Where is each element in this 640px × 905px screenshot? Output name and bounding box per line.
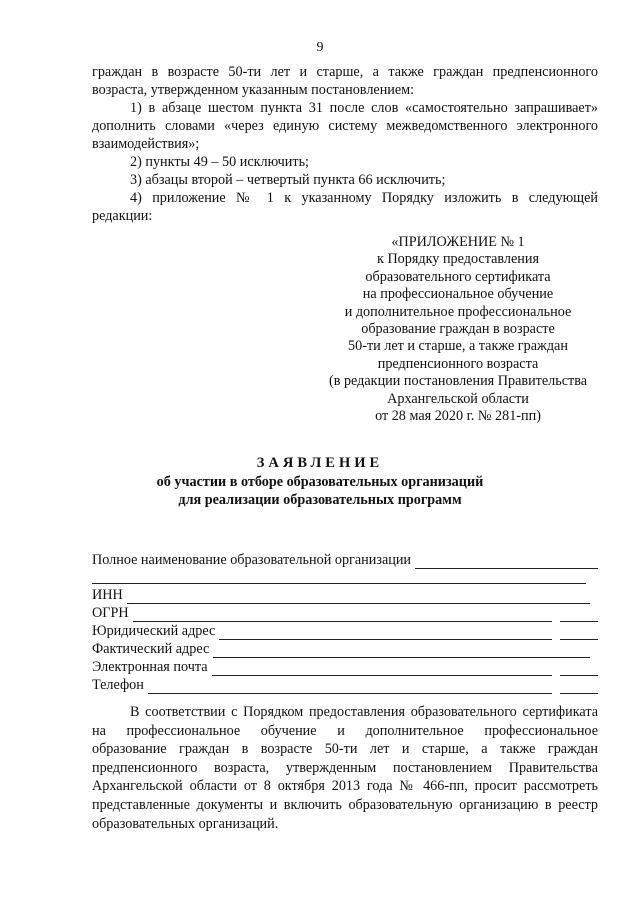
closing-line: В соответствии с Порядком предоставления образовательного сертификата — [130, 704, 598, 720]
intro-line-2: возраста, утвержденном указанным постановлением: — [92, 82, 415, 98]
statement-subtitle-2: для реализации образовательных программ — [178, 492, 462, 508]
appendix-header — [318, 234, 598, 425]
closing-line: предпенсионного возраста, утвержденным постановлением Правительства — [92, 759, 598, 776]
closing-line: представленные документы и включить образовательную организацию в реестр — [92, 796, 598, 813]
ogrn-field[interactable] — [92, 604, 598, 622]
legal-address-blank-tail[interactable] — [560, 626, 598, 640]
closing-line: образование граждан в возрасте 50-ти лет и старше, а также граждан — [92, 741, 598, 758]
email-blank-tail[interactable] — [560, 662, 598, 676]
actual-address-label: Фактический адрес — [92, 641, 210, 657]
phone-blank[interactable] — [148, 680, 552, 694]
email-blank[interactable] — [212, 662, 552, 676]
appendix-line: Архангельской области — [387, 390, 529, 407]
email-label: Электронная почта — [92, 659, 208, 675]
closing-line: образовательных организаций. — [92, 815, 279, 832]
ogrn-label: ОГРН — [92, 605, 129, 621]
statement-title: ЗАЯВЛЕНИЕ — [256, 455, 384, 471]
appendix-line: «ПРИЛОЖЕНИЕ № 1 — [391, 234, 525, 250]
amendment-3: 3) абзацы второй – четвертый пункта 66 исключить; — [130, 172, 446, 188]
phone-blank-tail[interactable] — [560, 680, 598, 694]
appendix-line: от 28 мая 2020 г. № 281-пп) — [375, 408, 541, 425]
amendment-4-line-2: редакции: — [92, 208, 153, 224]
legal-address-label: Юридический адрес — [92, 623, 216, 639]
appendix-line: к Порядку предоставления — [377, 251, 539, 268]
full-name-blank[interactable] — [415, 555, 598, 569]
page-number: 9 — [316, 40, 324, 55]
amendment-1-line-1: 1) в абзаце шестом пункта 31 после слов «самостоятельно запрашивает» — [130, 100, 598, 116]
inn-blank[interactable] — [127, 590, 590, 604]
appendix-line: 50-ти лет и старше, а также граждан — [348, 338, 568, 355]
amendment-2: 2) пункты 49 – 50 исключить; — [130, 154, 309, 170]
amendment-1-line-2: дополнить словами «через единую систему межведомственного электронного — [92, 118, 598, 134]
legal-address-blank[interactable] — [219, 626, 552, 640]
intro-line-1: граждан в возрасте 50-ти лет и старше, а также граждан предпенсионного — [92, 64, 598, 80]
phone-label: Телефон — [92, 677, 144, 693]
inn-field[interactable] — [92, 586, 598, 604]
full-name-label: Полное наименование образовательной организации — [92, 552, 412, 568]
phone-field[interactable] — [92, 676, 598, 694]
legal-address-field[interactable] — [92, 622, 598, 640]
closing-paragraph — [92, 703, 598, 833]
appendix-line: на профессиональное обучение — [362, 286, 554, 303]
full-name-field[interactable] — [92, 551, 598, 569]
actual-address-field[interactable] — [92, 640, 598, 658]
appendix-line: предпенсионного возраста — [377, 355, 539, 372]
amendment-1-line-3: взаимодействия»; — [92, 136, 200, 152]
full-name-continuation-blank[interactable] — [92, 583, 586, 584]
email-field[interactable] — [92, 658, 598, 676]
appendix-line: образовательного сертификата — [365, 268, 551, 285]
inn-label: ИНН — [92, 587, 123, 603]
appendix-line: образование граждан в возрасте — [361, 321, 555, 338]
ogrn-blank[interactable] — [133, 608, 552, 622]
amendment-4-line-1: 4) приложение № 1 к указанному Порядку изложить в следующей — [130, 190, 598, 206]
closing-line: на профессиональное обучение и дополнительное профессиональное — [92, 722, 598, 739]
appendix-line: и дополнительное профессиональное — [344, 303, 572, 320]
appendix-line: (в редакции постановления Правительства — [328, 373, 588, 390]
actual-address-blank[interactable] — [213, 644, 590, 658]
statement-subtitle-1: об участии в отборе образовательных организаций — [156, 474, 484, 490]
ogrn-blank-tail[interactable] — [560, 608, 598, 622]
closing-line: Архангельской области от 8 октября 2013 года № 466-пп, просит рассмотреть — [92, 778, 598, 795]
